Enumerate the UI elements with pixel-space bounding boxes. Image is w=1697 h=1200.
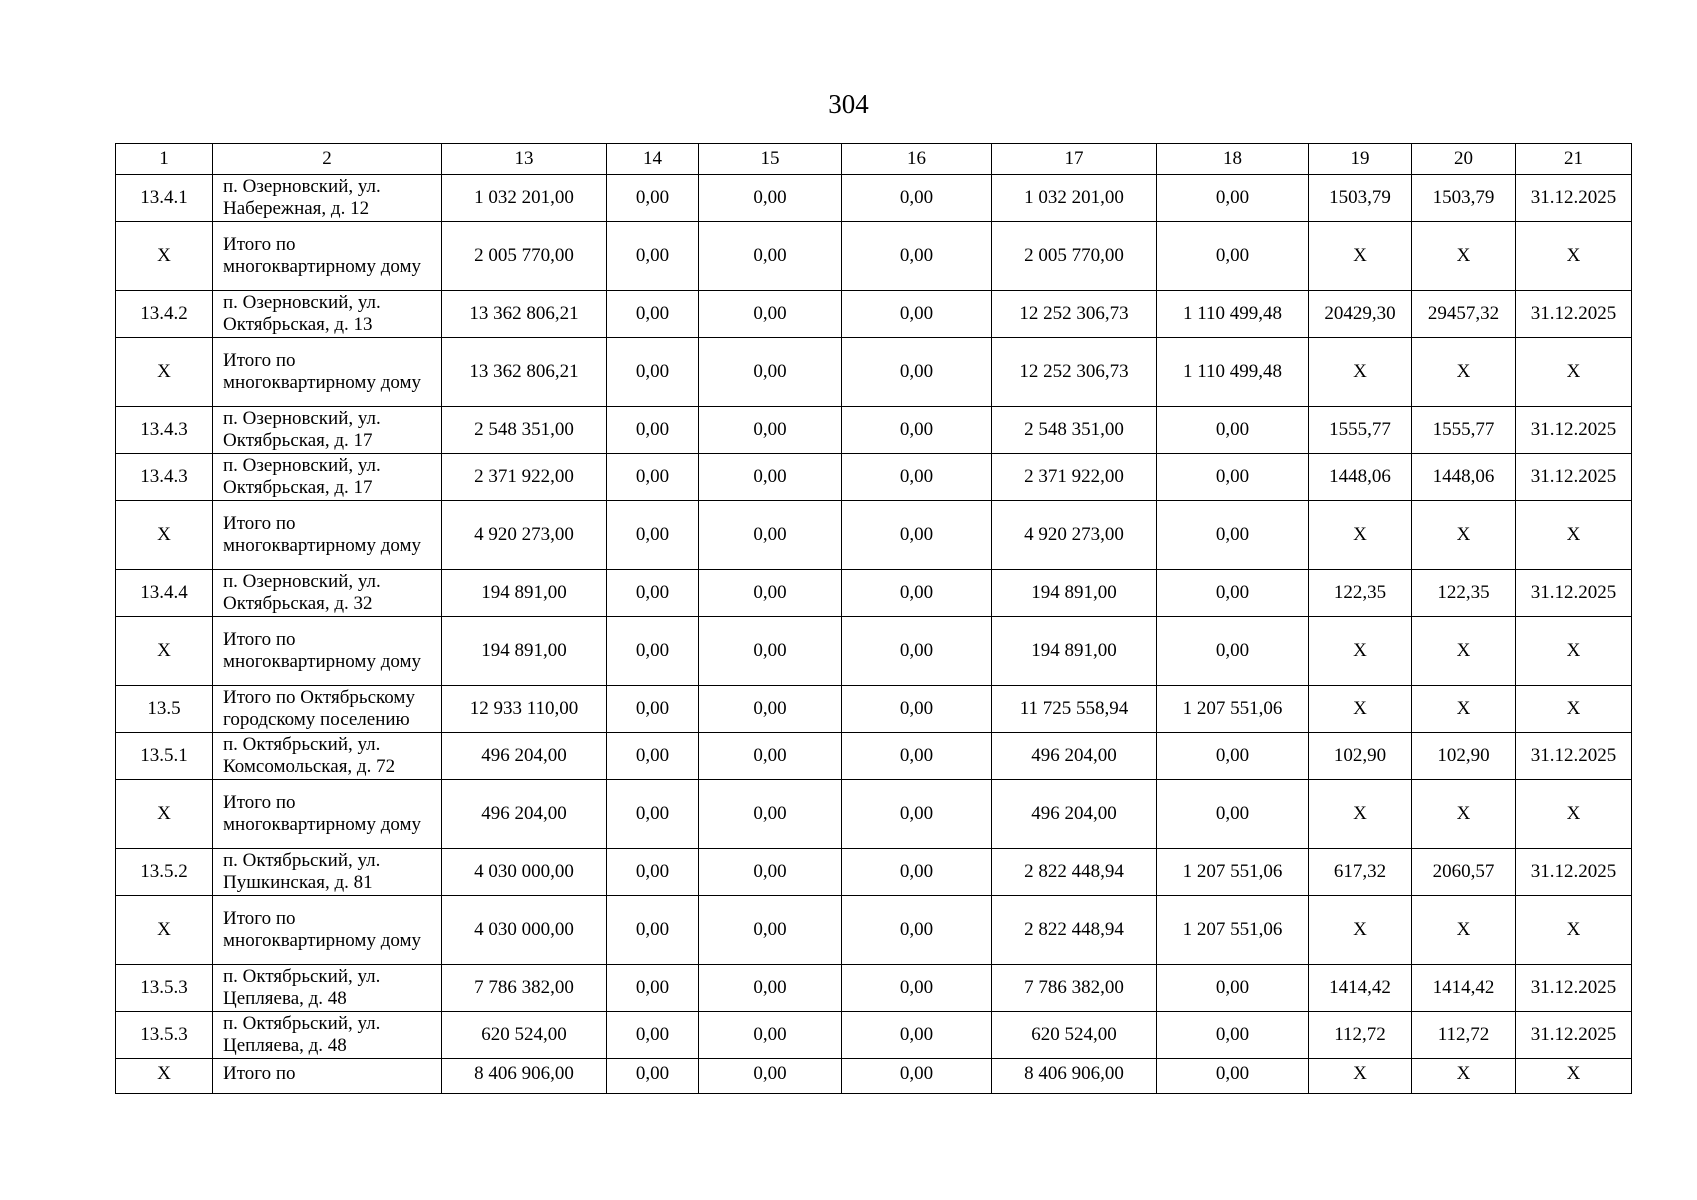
col-21-value: Х xyxy=(1516,780,1632,849)
col-20-value: 2060,57 xyxy=(1412,849,1516,896)
col-16-value: 0,00 xyxy=(842,780,992,849)
col-19-value: 20429,30 xyxy=(1309,291,1412,338)
col-16-value: 0,00 xyxy=(842,686,992,733)
col-14-value: 0,00 xyxy=(607,407,699,454)
col-14-value: 0,00 xyxy=(607,1012,699,1059)
item-name: Итого по многоквартирному дому xyxy=(213,222,442,291)
col-21-value: Х xyxy=(1516,896,1632,965)
item-name: п. Озерновский, ул. Набережная, д. 12 xyxy=(213,175,442,222)
col-20-value: Х xyxy=(1412,617,1516,686)
page-number: 304 xyxy=(828,89,869,119)
header-cell: 21 xyxy=(1516,144,1632,175)
item-number: 13.4.3 xyxy=(116,407,213,454)
col-18-value: 0,00 xyxy=(1157,733,1309,780)
item-number: 13.4.4 xyxy=(116,570,213,617)
col-14-value: 0,00 xyxy=(607,686,699,733)
table-row xyxy=(116,849,1632,896)
col-18-value: 0,00 xyxy=(1157,1059,1309,1094)
col-16-value: 0,00 xyxy=(842,849,992,896)
col-14-value: 0,00 xyxy=(607,454,699,501)
col-19-value: Х xyxy=(1309,1059,1412,1094)
item-number: 13.4.1 xyxy=(116,175,213,222)
col-14-value: 0,00 xyxy=(607,965,699,1012)
col-19-value: 617,32 xyxy=(1309,849,1412,896)
col-19-value: 112,72 xyxy=(1309,1012,1412,1059)
item-name: Итого по многоквартирному дому xyxy=(213,780,442,849)
col-14-value: 0,00 xyxy=(607,849,699,896)
col-15-value: 0,00 xyxy=(699,175,842,222)
col-21-value: 31.12.2025 xyxy=(1516,454,1632,501)
col-18-value: 0,00 xyxy=(1157,780,1309,849)
item-name: п. Озерновский, ул. Октябрьская, д. 17 xyxy=(213,407,442,454)
col-14-value: 0,00 xyxy=(607,338,699,407)
item-name: п. Озерновский, ул. Октябрьская, д. 32 xyxy=(213,570,442,617)
item-name: Итого по многоквартирному дому xyxy=(213,617,442,686)
table-row xyxy=(116,896,1632,965)
table-row xyxy=(116,501,1632,570)
col-21-value: Х xyxy=(1516,1059,1632,1094)
col-15-value: 0,00 xyxy=(699,454,842,501)
col-13-value: 7 786 382,00 xyxy=(442,965,607,1012)
header-cell: 19 xyxy=(1309,144,1412,175)
col-16-value: 0,00 xyxy=(842,965,992,1012)
col-18-value: 0,00 xyxy=(1157,407,1309,454)
header-row xyxy=(116,144,1632,175)
col-17-value: 12 252 306,73 xyxy=(992,291,1157,338)
col-20-value: 112,72 xyxy=(1412,1012,1516,1059)
col-17-value: 11 725 558,94 xyxy=(992,686,1157,733)
table-row xyxy=(116,222,1632,291)
col-15-value: 0,00 xyxy=(699,896,842,965)
col-18-value: 1 207 551,06 xyxy=(1157,849,1309,896)
col-19-value: 122,35 xyxy=(1309,570,1412,617)
item-name: Итого по Октябрьскому городскому поселению xyxy=(213,686,442,733)
item-name: п. Октябрьский, ул. Пушкинская, д. 81 xyxy=(213,849,442,896)
col-20-value: 1414,42 xyxy=(1412,965,1516,1012)
header-cell: 18 xyxy=(1157,144,1309,175)
col-13-value: 4 920 273,00 xyxy=(442,501,607,570)
item-number: 13.5.3 xyxy=(116,965,213,1012)
col-13-value: 4 030 000,00 xyxy=(442,849,607,896)
col-21-value: Х xyxy=(1516,338,1632,407)
table-row xyxy=(116,407,1632,454)
col-16-value: 0,00 xyxy=(842,291,992,338)
col-20-value: Х xyxy=(1412,222,1516,291)
item-number: Х xyxy=(116,501,213,570)
col-18-value: 0,00 xyxy=(1157,617,1309,686)
col-16-value: 0,00 xyxy=(842,617,992,686)
col-13-value: 194 891,00 xyxy=(442,570,607,617)
col-17-value: 2 822 448,94 xyxy=(992,896,1157,965)
col-21-value: Х xyxy=(1516,617,1632,686)
col-20-value: Х xyxy=(1412,780,1516,849)
col-17-value: 8 406 906,00 xyxy=(992,1059,1157,1094)
table-row xyxy=(116,291,1632,338)
col-15-value: 0,00 xyxy=(699,222,842,291)
col-17-value: 2 822 448,94 xyxy=(992,849,1157,896)
col-19-value: Х xyxy=(1309,896,1412,965)
col-19-value: Х xyxy=(1309,338,1412,407)
item-number: Х xyxy=(116,1059,213,1094)
col-13-value: 4 030 000,00 xyxy=(442,896,607,965)
col-17-value: 194 891,00 xyxy=(992,617,1157,686)
item-name: Итого по многоквартирному дому xyxy=(213,338,442,407)
col-16-value: 0,00 xyxy=(842,1012,992,1059)
table-row xyxy=(116,1059,1632,1094)
col-16-value: 0,00 xyxy=(842,222,992,291)
col-15-value: 0,00 xyxy=(699,849,842,896)
col-19-value: 1414,42 xyxy=(1309,965,1412,1012)
col-17-value: 2 548 351,00 xyxy=(992,407,1157,454)
col-17-value: 12 252 306,73 xyxy=(992,338,1157,407)
item-number: 13.5 xyxy=(116,686,213,733)
item-number: 13.5.2 xyxy=(116,849,213,896)
col-14-value: 0,00 xyxy=(607,896,699,965)
table-row xyxy=(116,965,1632,1012)
col-17-value: 620 524,00 xyxy=(992,1012,1157,1059)
col-17-value: 7 786 382,00 xyxy=(992,965,1157,1012)
table-row xyxy=(116,454,1632,501)
item-name: Итого по многоквартирному дому xyxy=(213,501,442,570)
col-14-value: 0,00 xyxy=(607,733,699,780)
col-14-value: 0,00 xyxy=(607,1059,699,1094)
col-15-value: 0,00 xyxy=(699,501,842,570)
col-21-value: 31.12.2025 xyxy=(1516,849,1632,896)
header-cell: 17 xyxy=(992,144,1157,175)
header-cell: 2 xyxy=(213,144,442,175)
col-13-value: 2 371 922,00 xyxy=(442,454,607,501)
col-20-value: 1448,06 xyxy=(1412,454,1516,501)
header-cell: 20 xyxy=(1412,144,1516,175)
col-13-value: 12 933 110,00 xyxy=(442,686,607,733)
col-13-value: 2 548 351,00 xyxy=(442,407,607,454)
col-21-value: 31.12.2025 xyxy=(1516,407,1632,454)
col-20-value: 122,35 xyxy=(1412,570,1516,617)
col-21-value: Х xyxy=(1516,501,1632,570)
col-18-value: 1 110 499,48 xyxy=(1157,338,1309,407)
col-17-value: 2 005 770,00 xyxy=(992,222,1157,291)
col-16-value: 0,00 xyxy=(842,338,992,407)
item-name: п. Октябрьский, ул. Комсомольская, д. 72 xyxy=(213,733,442,780)
item-number: 13.4.3 xyxy=(116,454,213,501)
col-21-value: Х xyxy=(1516,222,1632,291)
col-17-value: 1 032 201,00 xyxy=(992,175,1157,222)
item-number: Х xyxy=(116,896,213,965)
col-19-value: Х xyxy=(1309,780,1412,849)
col-18-value: 0,00 xyxy=(1157,570,1309,617)
col-15-value: 0,00 xyxy=(699,1012,842,1059)
col-13-value: 13 362 806,21 xyxy=(442,338,607,407)
item-name: п. Озерновский, ул. Октябрьская, д. 13 xyxy=(213,291,442,338)
col-18-value: 1 110 499,48 xyxy=(1157,291,1309,338)
col-21-value: 31.12.2025 xyxy=(1516,733,1632,780)
col-17-value: 496 204,00 xyxy=(992,780,1157,849)
data-table xyxy=(115,143,1632,1094)
col-15-value: 0,00 xyxy=(699,570,842,617)
col-18-value: 1 207 551,06 xyxy=(1157,896,1309,965)
col-19-value: Х xyxy=(1309,686,1412,733)
col-15-value: 0,00 xyxy=(699,733,842,780)
col-16-value: 0,00 xyxy=(842,1059,992,1094)
col-14-value: 0,00 xyxy=(607,570,699,617)
col-21-value: 31.12.2025 xyxy=(1516,175,1632,222)
table-row xyxy=(116,617,1632,686)
item-name: п. Октябрьский, ул. Цепляева, д. 48 xyxy=(213,1012,442,1059)
col-18-value: 0,00 xyxy=(1157,454,1309,501)
col-21-value: Х xyxy=(1516,686,1632,733)
table-row xyxy=(116,733,1632,780)
item-number: 13.4.2 xyxy=(116,291,213,338)
col-21-value: 31.12.2025 xyxy=(1516,570,1632,617)
col-15-value: 0,00 xyxy=(699,780,842,849)
col-19-value: Х xyxy=(1309,222,1412,291)
item-number: Х xyxy=(116,780,213,849)
col-13-value: 496 204,00 xyxy=(442,780,607,849)
col-16-value: 0,00 xyxy=(842,733,992,780)
header-cell: 1 xyxy=(116,144,213,175)
col-14-value: 0,00 xyxy=(607,291,699,338)
col-17-value: 4 920 273,00 xyxy=(992,501,1157,570)
col-14-value: 0,00 xyxy=(607,175,699,222)
item-name: Итого по многоквартирному дому xyxy=(213,896,442,965)
col-20-value: Х xyxy=(1412,686,1516,733)
table-row xyxy=(116,780,1632,849)
col-18-value: 0,00 xyxy=(1157,501,1309,570)
col-16-value: 0,00 xyxy=(842,175,992,222)
col-13-value: 496 204,00 xyxy=(442,733,607,780)
table-row xyxy=(116,1012,1632,1059)
col-15-value: 0,00 xyxy=(699,291,842,338)
item-number: Х xyxy=(116,222,213,291)
col-19-value: Х xyxy=(1309,501,1412,570)
header-cell: 16 xyxy=(842,144,992,175)
table-row xyxy=(116,570,1632,617)
col-15-value: 0,00 xyxy=(699,617,842,686)
col-15-value: 0,00 xyxy=(699,338,842,407)
col-19-value: 1448,06 xyxy=(1309,454,1412,501)
table-row xyxy=(116,175,1632,222)
col-14-value: 0,00 xyxy=(607,617,699,686)
col-21-value: 31.12.2025 xyxy=(1516,1012,1632,1059)
col-18-value: 0,00 xyxy=(1157,222,1309,291)
col-21-value: 31.12.2025 xyxy=(1516,965,1632,1012)
col-16-value: 0,00 xyxy=(842,501,992,570)
col-14-value: 0,00 xyxy=(607,780,699,849)
col-18-value: 0,00 xyxy=(1157,175,1309,222)
col-20-value: 102,90 xyxy=(1412,733,1516,780)
col-15-value: 0,00 xyxy=(699,965,842,1012)
item-number: 13.5.1 xyxy=(116,733,213,780)
col-18-value: 0,00 xyxy=(1157,1012,1309,1059)
col-14-value: 0,00 xyxy=(607,222,699,291)
col-19-value: 102,90 xyxy=(1309,733,1412,780)
col-20-value: Х xyxy=(1412,896,1516,965)
col-16-value: 0,00 xyxy=(842,570,992,617)
col-20-value: Х xyxy=(1412,338,1516,407)
col-20-value: 1503,79 xyxy=(1412,175,1516,222)
col-20-value: 1555,77 xyxy=(1412,407,1516,454)
header-cell: 14 xyxy=(607,144,699,175)
col-17-value: 194 891,00 xyxy=(992,570,1157,617)
col-16-value: 0,00 xyxy=(842,454,992,501)
col-18-value: 0,00 xyxy=(1157,965,1309,1012)
col-13-value: 620 524,00 xyxy=(442,1012,607,1059)
col-13-value: 194 891,00 xyxy=(442,617,607,686)
col-13-value: 8 406 906,00 xyxy=(442,1059,607,1094)
col-18-value: 1 207 551,06 xyxy=(1157,686,1309,733)
col-20-value: Х xyxy=(1412,501,1516,570)
item-name: п. Октябрьский, ул. Цепляева, д. 48 xyxy=(213,965,442,1012)
col-21-value: 31.12.2025 xyxy=(1516,291,1632,338)
col-17-value: 496 204,00 xyxy=(992,733,1157,780)
col-14-value: 0,00 xyxy=(607,501,699,570)
col-15-value: 0,00 xyxy=(699,407,842,454)
col-15-value: 0,00 xyxy=(699,686,842,733)
item-number: Х xyxy=(116,338,213,407)
col-13-value: 13 362 806,21 xyxy=(442,291,607,338)
table-row xyxy=(116,338,1632,407)
col-20-value: Х xyxy=(1412,1059,1516,1094)
col-20-value: 29457,32 xyxy=(1412,291,1516,338)
col-16-value: 0,00 xyxy=(842,407,992,454)
col-13-value: 2 005 770,00 xyxy=(442,222,607,291)
table-row xyxy=(116,686,1632,733)
col-17-value: 2 371 922,00 xyxy=(992,454,1157,501)
col-19-value: 1555,77 xyxy=(1309,407,1412,454)
item-number: 13.5.3 xyxy=(116,1012,213,1059)
item-name: Итого по xyxy=(213,1059,442,1094)
col-19-value: 1503,79 xyxy=(1309,175,1412,222)
header-cell: 13 xyxy=(442,144,607,175)
col-19-value: Х xyxy=(1309,617,1412,686)
item-name: п. Озерновский, ул. Октябрьская, д. 17 xyxy=(213,454,442,501)
col-15-value: 0,00 xyxy=(699,1059,842,1094)
col-16-value: 0,00 xyxy=(842,896,992,965)
item-number: Х xyxy=(116,617,213,686)
col-13-value: 1 032 201,00 xyxy=(442,175,607,222)
header-cell: 15 xyxy=(699,144,842,175)
